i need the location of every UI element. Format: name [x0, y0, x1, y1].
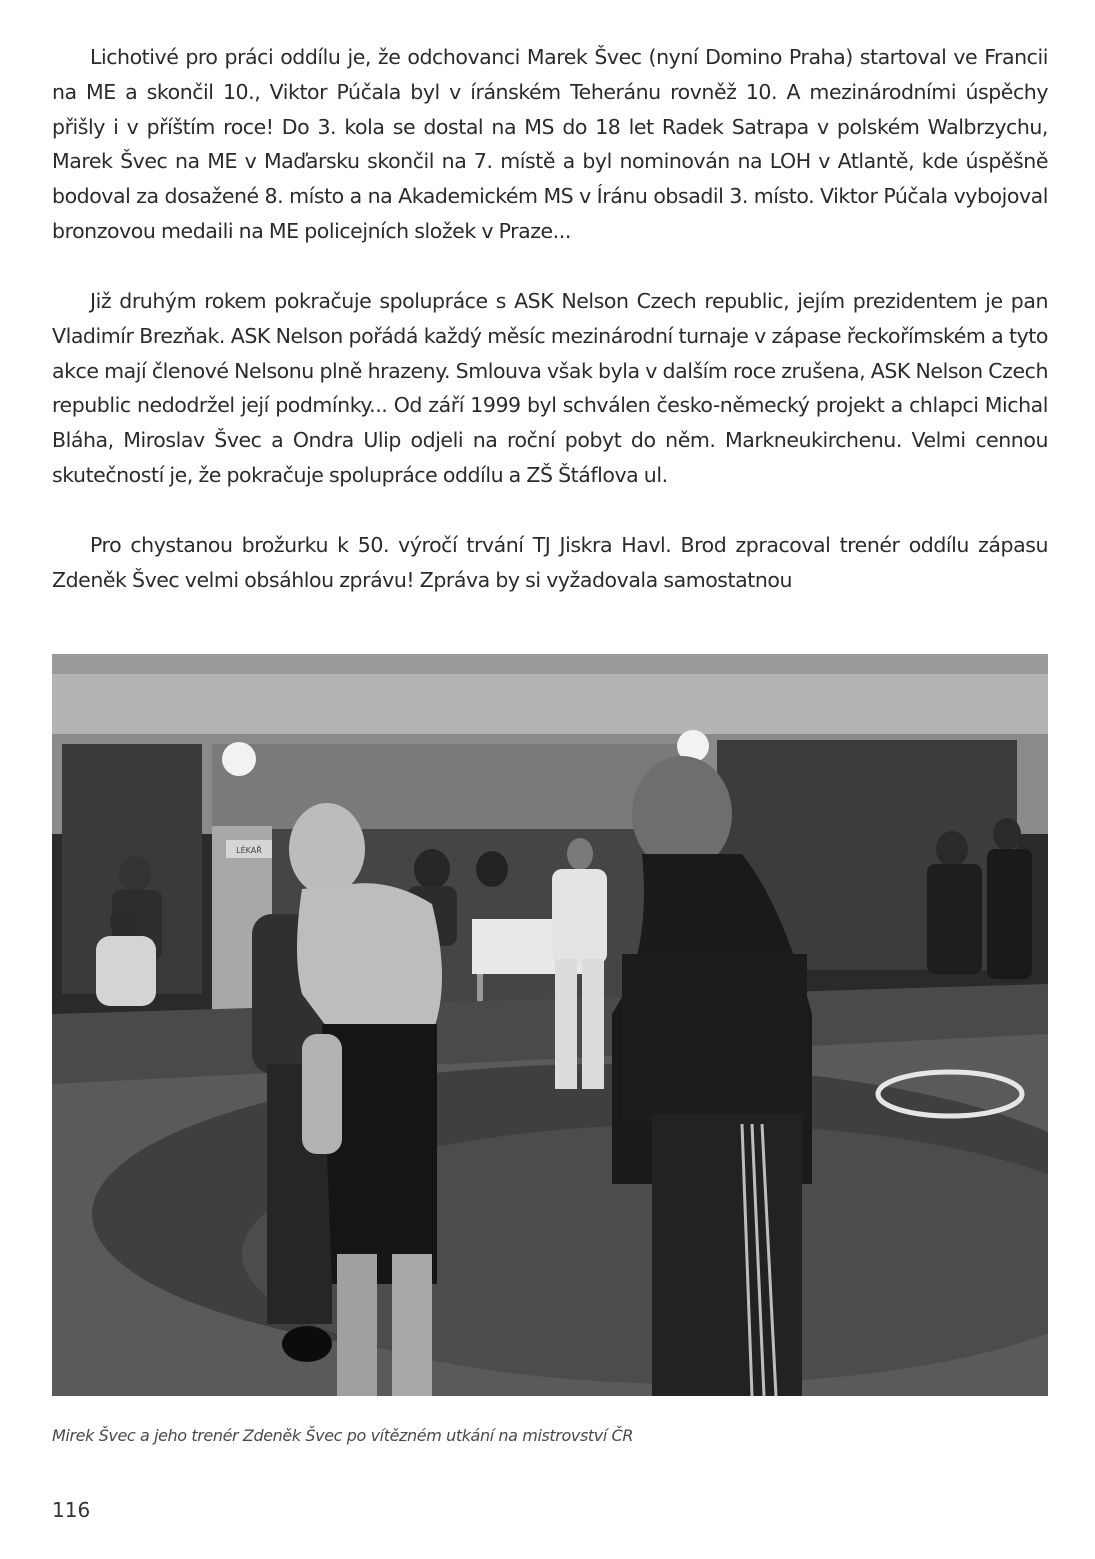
wrestling-photo — [52, 654, 1048, 1396]
paragraph-1: Lichotivé pro práci oddílu je, že odchovanci Marek Švec (nyní Domino Praha) startoval ve Francii na ME a skončil 10., Viktor Púčala byl v íránském Teheránu rovněž 10. A mezinárodními úspěchy přišly i v příštím roce! Do 3. kola se dostal na MS do 18 let Radek Satrapa v polském Walbrzychu, Marek Švec na ME v Maďarsku skončil na 7. místě a byl nominován na LOH v Atlantě, kde úspěšně bodoval za dosažené 8. místo a na Akademickém MS v Íránu obsadil 3. místo. Viktor Púčala vybojoval bronzovou medaili na ME policejních složek v Praze... — [52, 45, 1048, 243]
page-number: 116 — [52, 1498, 91, 1522]
photo-caption: Mirek Švec a jeho trenér Zdeněk Švec po vítězném utkání na mistrovství ČR — [52, 1426, 634, 1445]
paragraph-3: Pro chystanou brožurku k 50. výročí trvání TJ Jiskra Havl. Brod zpracoval trenér oddílu zápasu Zdeněk Švec velmi obsáhlou zprávu! Zpráva by si vyžadovala samostatnou — [52, 533, 1048, 592]
paragraph-2: Již druhým rokem pokračuje spolupráce s ASK Nelson Czech republic, jejím prezidentem je pan Vladimír Brezňak. ASK Nelson pořádá každý měsíc mezinárodní turnaje v zápase řeckořímském a tyto akce mají členové Nelsonu plně hrazeny. Smlouva však byla v dalším roce zrušena, ASK Nelson Czech republic nedodržel její podmínky... Od září 1999 byl schválen česko-německý projekt a chlapci Michal Bláha, Miroslav Švec a Ondra Ulip odjeli na roční pobyt do něm. Markneukirchenu. Velmi cennou skutečností je, že pokračuje spolupráce oddílu a ZŠ Štáflova ul. — [52, 289, 1048, 487]
wall-sign: LÉKAŘ — [236, 846, 262, 855]
ceiling-lamp-left — [222, 742, 256, 776]
